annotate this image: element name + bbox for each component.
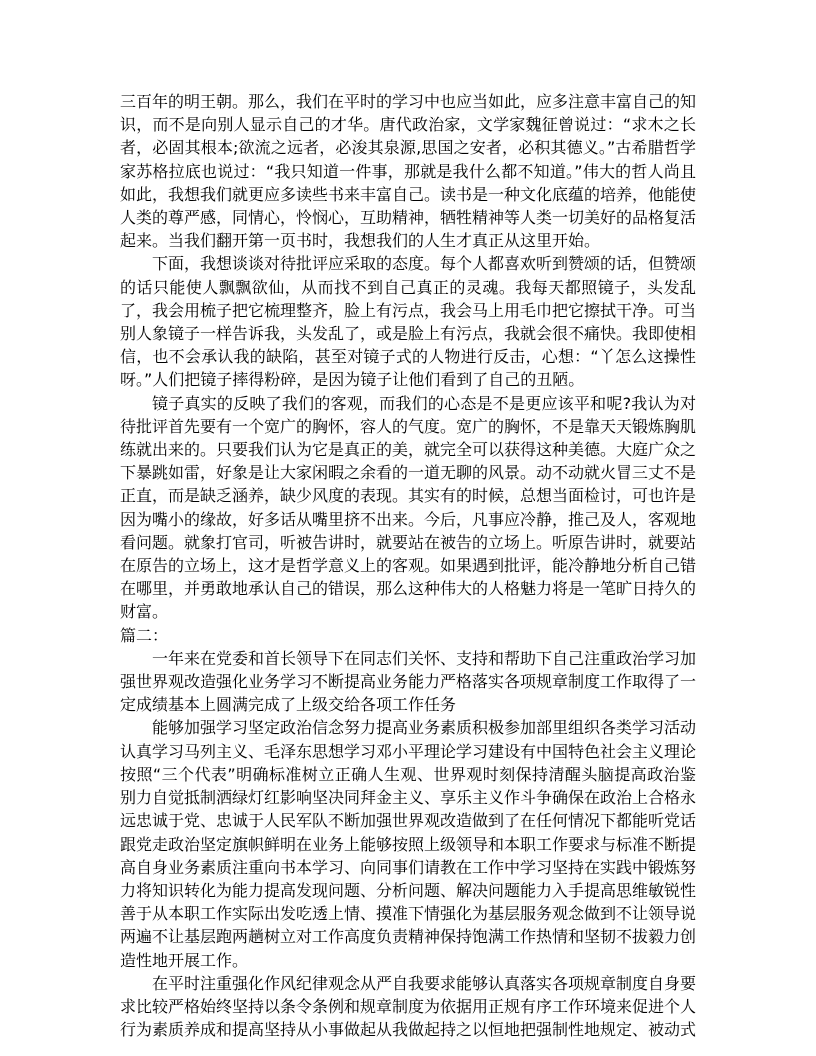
paragraph: 能够加强学习坚定政治信念努力提高业务素质积极参加部里组织各类学习活动认真学习马列主义、毛泽东思想学习邓小平理论学习建设有中国特色社会主义理论按照“三个代表”明确标准树立正确人生观、世界观时刻保持清醒头脑提高政治鉴别力自觉抵制洒绿灯红影响坚决同拜金主义、享乐主义作斗争确保在政治上合格永远忠诚于党、忠诚于人民军队不断加强世界观改造做到了在任何情况下都能听党话跟党走政治坚定旗帜鲜明在业务上能够按照上级领导和本职工作要求与标准不断提高自身业务素质注重向书本学习、向同事们请教在工作中学习坚持在实践中锻炼努力将知识转化为能力提高发现问题、分析问题、解决问题能力入手提高思维敏锐性善于从本职工作实际出发吃透上情、摸准下情强化为基层服务观念做到不让领导说两遍不让基层跑两趟树立对工作高度负责精神保持饱满工作热情和坚韧不拔毅力创造性地开展工作。	[120, 718, 697, 970]
paragraph: 在平时注重强化作风纪律观念从严自我要求能够认真落实各项规章制度自身要求比较严格始终坚持以条令条例和规章制度为依据用正规有序工作环境来促进个人行为素质养成和提高坚持从小事做起从我做起持之以恒地把强制性地规定、被动式	[120, 973, 697, 1040]
section-heading: 篇二：	[120, 625, 169, 645]
document-body	[120, 90, 696, 1041]
paragraph: 一年来在党委和首长领导下在同志们关怀、支持和帮助下自己注重政治学习加强世界观改造强化业务学习不断提高业务能力严格落实各项规章制度工作取得了一定成绩基本上圆满完成了上级交给各项工作任务	[120, 648, 697, 715]
paragraph: 下面，我想谈谈对待批评应采取的态度。每个人都喜欢听到赞颂的话，但赞颂的话只能使人飘飘欲仙，从而找不到自己真正的灵魂。我每天都照镜子，头发乱了，我会用梳子把它梳理整齐，脸上有污点，我会马上用毛巾把它擦拭干净。可当别人象镜子一样告诉我，头发乱了，或是脸上有污点，我就会很不痛快。我即使相信，也不会承认我的缺陷，甚至对镜子式的人物进行反击，心想：“丫怎么这操性呀。”人们把镜子摔得粉碎，是因为镜子让他们看到了自己的丑陋。	[120, 254, 697, 390]
paragraph: 镜子真实的反映了我们的客观，而我们的心态是不是更应该平和呢?我认为对待批评首先要有一个宽广的胸怀，容人的气度。宽广的胸怀，不是靠天天锻炼胸肌练就出来的。只要我们认为它是真正的美，就完全可以获得这种美德。大庭广众之下暴跳如雷，好象是让大家闲暇之余看的一道无聊的风景。动不动就火冒三丈不是正直，而是缺乏涵养，缺少风度的表现。其实有的时候，总想当面检讨，可也许是因为嘴小的缘故，好多话从嘴里挤不出来。今后，凡事应冷静，推己及人，客观地看问题。就象打官司，听被告讲时，就要站在被告的立场上。听原告讲时，就要站在原告的立场上，这才是哲学意义上的客观。如果遇到批评，能冷静地分析自己错在哪里，并勇敢地承认自己的错误，那么这种伟大的人格魅力将是一笔旷日持久的财富。	[120, 393, 697, 622]
paragraph: 三百年的明王朝。那么，我们在平时的学习中也应当如此，应多注意丰富自己的知识，而不是向别人显示自己的才华。唐代政治家，文学家魏征曾说过：“求木之长者，必固其根本;欲流之远者，必浚其泉源,思国之安者，必积其德义。”古希腊哲学家苏格拉底也说过：“我只知道一件事，那就是我什么都不知道。”伟大的哲人尚且如此，我想我们就更应多读些书来丰富自己。读书是一种文化底蕴的培养，他能使人类的尊严感，同情心，怜悯心，互助精神，牺牲精神等人类一切美好的品格复活起来。当我们翻开第一页书时，我想我们的人生才真正从这里开始。	[120, 92, 697, 251]
